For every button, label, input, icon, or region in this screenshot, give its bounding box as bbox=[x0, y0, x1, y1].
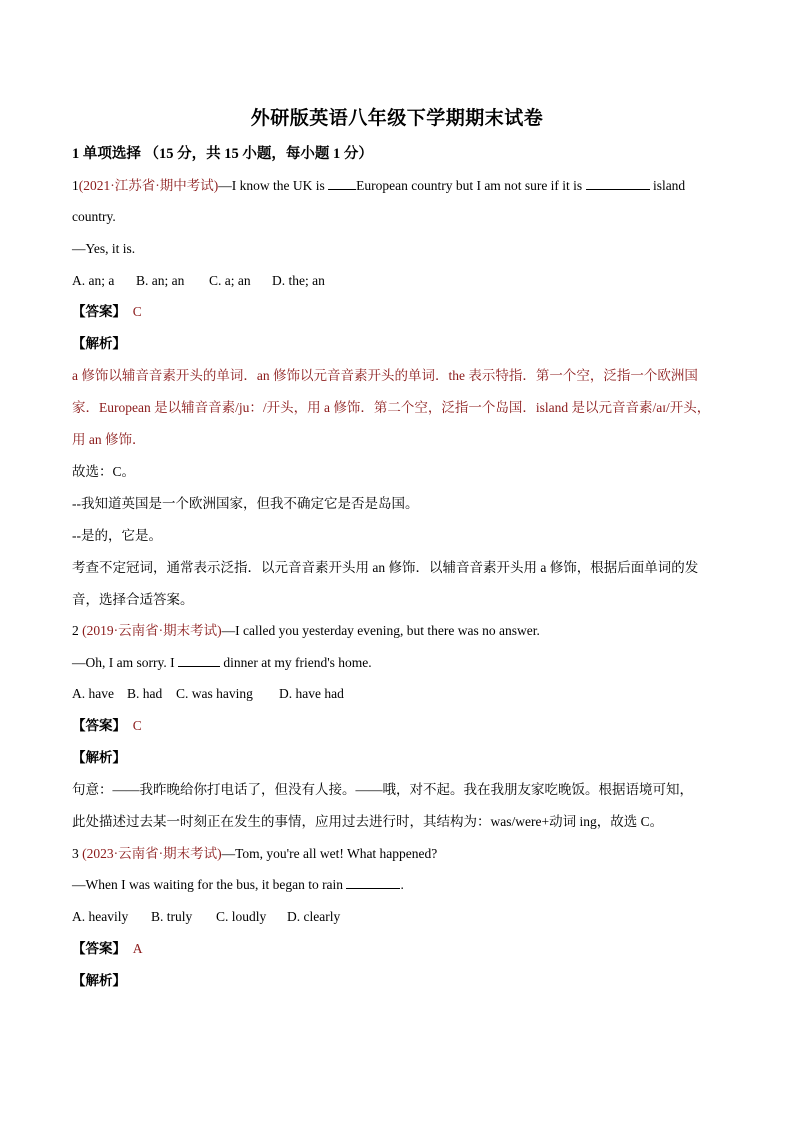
question-1-options bbox=[72, 272, 325, 290]
question-source: (2019·云南省·期末考试) bbox=[82, 623, 222, 638]
option-d: D. clearly bbox=[287, 909, 341, 924]
option-c: C. was having bbox=[176, 686, 253, 701]
question-1-stem-cont: country. bbox=[72, 209, 116, 224]
question-2-answer bbox=[72, 717, 142, 735]
question-2-stem: 2 (2019·云南省·期末考试)—I called you yesterday evening, but there was no answer. bbox=[72, 623, 540, 638]
question-1-answer bbox=[72, 303, 142, 321]
question-2-analysis-label: 【解析】 bbox=[72, 750, 126, 765]
question-source: (2023·云南省·期末考试) bbox=[82, 846, 222, 861]
question-number: 3 bbox=[72, 846, 79, 861]
answer-blank bbox=[178, 654, 220, 667]
question-3-answer bbox=[72, 940, 143, 958]
answer-value: A bbox=[132, 941, 143, 956]
analysis-line: 用 an 修饰． bbox=[72, 432, 146, 447]
analysis-line: a 修饰以辅音音素开头的单词．an 修饰以元音音素开头的单词．the 表示特指．第一个空，泛指一个欧洲国 bbox=[72, 368, 698, 383]
answer-blank bbox=[346, 876, 400, 889]
option-a: A. heavily bbox=[72, 909, 129, 924]
analysis-line: 家．European 是以辅音音素/ju：/开头，用 a 修饰．第二个空，泛指一个岛国．island 是以元音音素/aɪ/开头， bbox=[72, 400, 711, 415]
option-a: A. an; a bbox=[72, 273, 115, 288]
analysis-line: --是的，它是。 bbox=[72, 528, 162, 543]
answer-value: C bbox=[132, 718, 142, 733]
question-number: 1 bbox=[72, 178, 79, 193]
analysis-line: 考查不定冠词，通常表示泛指．以元音音素开头用 an 修饰．以辅音音素开头用 a 修饰，根据后面单词的发 bbox=[72, 560, 699, 575]
question-1-stem: 1(2021·江苏省·期中考试)—I know the UK is European country but I am not sure if it is island bbox=[72, 178, 686, 193]
question-3-reply: —When I was waiting for the bus, it began to rain . bbox=[72, 877, 404, 892]
section-heading: 1 单项选择 （15 分，共 15 小题，每小题 1 分） bbox=[72, 146, 373, 162]
analysis-line: 音，选择合适答案。 bbox=[72, 592, 194, 607]
analysis-line: --我知道英国是一个欧洲国家，但我不确定它是否是岛国。 bbox=[72, 496, 419, 511]
answer-label: 【答案】 bbox=[72, 304, 126, 319]
question-3-options bbox=[72, 908, 340, 926]
answer-label: 【答案】 bbox=[72, 941, 126, 956]
answer-blank bbox=[586, 177, 650, 190]
question-source: (2021·江苏省·期中考试) bbox=[78, 178, 219, 193]
option-b: B. an; an bbox=[136, 273, 185, 288]
question-2-reply: —Oh, I am sorry. I dinner at my friend's home. bbox=[72, 655, 372, 670]
option-d: D. have had bbox=[279, 686, 344, 701]
option-a: A. have bbox=[72, 686, 114, 701]
question-2-options bbox=[72, 685, 344, 703]
option-c: C. loudly bbox=[216, 909, 267, 924]
question-3-analysis-label: 【解析】 bbox=[72, 973, 126, 988]
option-b: B. truly bbox=[151, 909, 193, 924]
page-title: 外研版英语八年级下学期期末试卷 bbox=[250, 108, 544, 129]
analysis-line: 句意：——我昨晚给你打电话了，但没有人接。——哦，对不起。我在我朋友家吃晚饭。根据语境可知， bbox=[72, 782, 693, 797]
option-c: C. a; an bbox=[209, 273, 251, 288]
question-number: 2 bbox=[72, 623, 79, 638]
question-1-reply: —Yes, it is. bbox=[72, 241, 136, 256]
option-d: D. the; an bbox=[272, 273, 325, 288]
question-3-stem: 3 (2023·云南省·期末考试)—Tom, you're all wet! What happened? bbox=[72, 846, 438, 861]
option-b: B. had bbox=[127, 686, 163, 701]
answer-blank bbox=[328, 177, 356, 190]
answer-value: C bbox=[132, 304, 142, 319]
question-1-analysis-label: 【解析】 bbox=[72, 336, 126, 351]
analysis-line: 故选：C。 bbox=[72, 464, 136, 479]
analysis-line: 此处描述过去某一时刻正在发生的事情，应用过去进行时，其结构为：was/were+动词 ing，故选 C。 bbox=[72, 814, 664, 829]
answer-label: 【答案】 bbox=[72, 718, 126, 733]
